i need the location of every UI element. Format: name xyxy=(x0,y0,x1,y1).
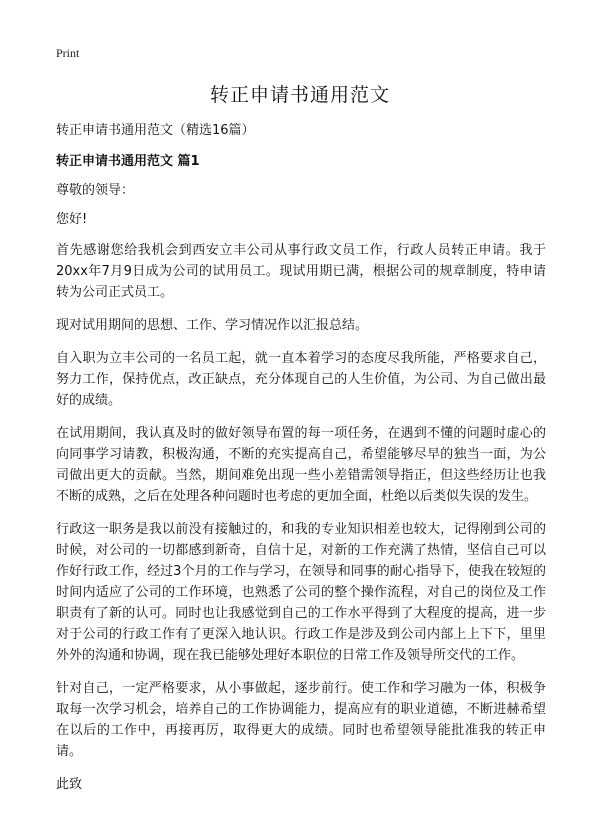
salutation: 尊敬的领导： xyxy=(56,183,135,198)
document-body xyxy=(56,120,546,807)
paragraph: 行政这一职务是我以前没有接触过的，和我的专业知识相差也较大，记得刚到公司的时候，对公司的一切都感到新奇，自信十足，对新的工作充满了热情，坚信自己可以作好行政工作，经过3个月的工作与学习，在领导和同事的耐心指导下，使我在较短的时间内适应了公司的工作环境，也熟悉了公司的整个操作流程，对自己的岗位及工作职责有了新的认可。同时也让我感觉到自己的工作水平得到了大程度的提高，进一步对于公司的行政工作有了更深入地认识。行政工作是涉及到公司内部上上下下，里里外外的沟通和协调，现在我已能够处理好本职位的日常工作及领导所交代的工作。 xyxy=(56,522,546,663)
document-subtitle: 转正申请书通用范文（精选16篇） xyxy=(56,123,255,138)
paragraph: 针对自己，一定严格要求，从小事做起，逐步前行。使工作和学习融为一体，积极争取每一次学习机会，培养自己的工作协调能力，提高应有的职业道德，不断进赫希望在以后的工作中，再接再厉，取得更大的成绩。同时也希望领导能批准我的转正申请。 xyxy=(56,681,546,759)
print-link[interactable]: Print xyxy=(56,46,80,60)
paragraph: 现对试用期间的思想、工作、学习情况作以汇报总结。 xyxy=(56,318,369,333)
greeting: 您好! xyxy=(56,212,88,227)
paragraph: 在试用期间，我认真及时的做好领导布置的每一项任务，在遇到不懂的问题时虚心的向同事学习请教，积极沟通，不断的充实提高自己，希望能够尽早的独当一面，为公司做出更大的贡献。当然，期间难免出现一些小差错需领导指正，但这些经历让也我不断的成熟，之后在处理各种问题时也考虑的更加全面，杜绝以后类似失误的发生。 xyxy=(56,426,546,504)
paragraph: 首先感谢您给我机会到西安立丰公司从事行政文员工作，行政人员转正申请。我于20xx年7月9日成为公司的试用员工。现试用期已满，根据公司的规章制度，特申请转为公司正式员工。 xyxy=(56,243,546,300)
document-title: 转正申请书通用范文 xyxy=(209,84,390,106)
paragraph: 自入职为立丰公司的一名员工起，就一直本着学习的态度尽我所能，严格要求自己，努力工作，保持优点，改正缺点，充分体现自己的人生价值，为公司、为自己做出最好的成绩。 xyxy=(56,351,546,408)
section-heading: 转正申请书通用范文 篇1 xyxy=(56,154,200,169)
closing: 此致 xyxy=(56,777,83,792)
